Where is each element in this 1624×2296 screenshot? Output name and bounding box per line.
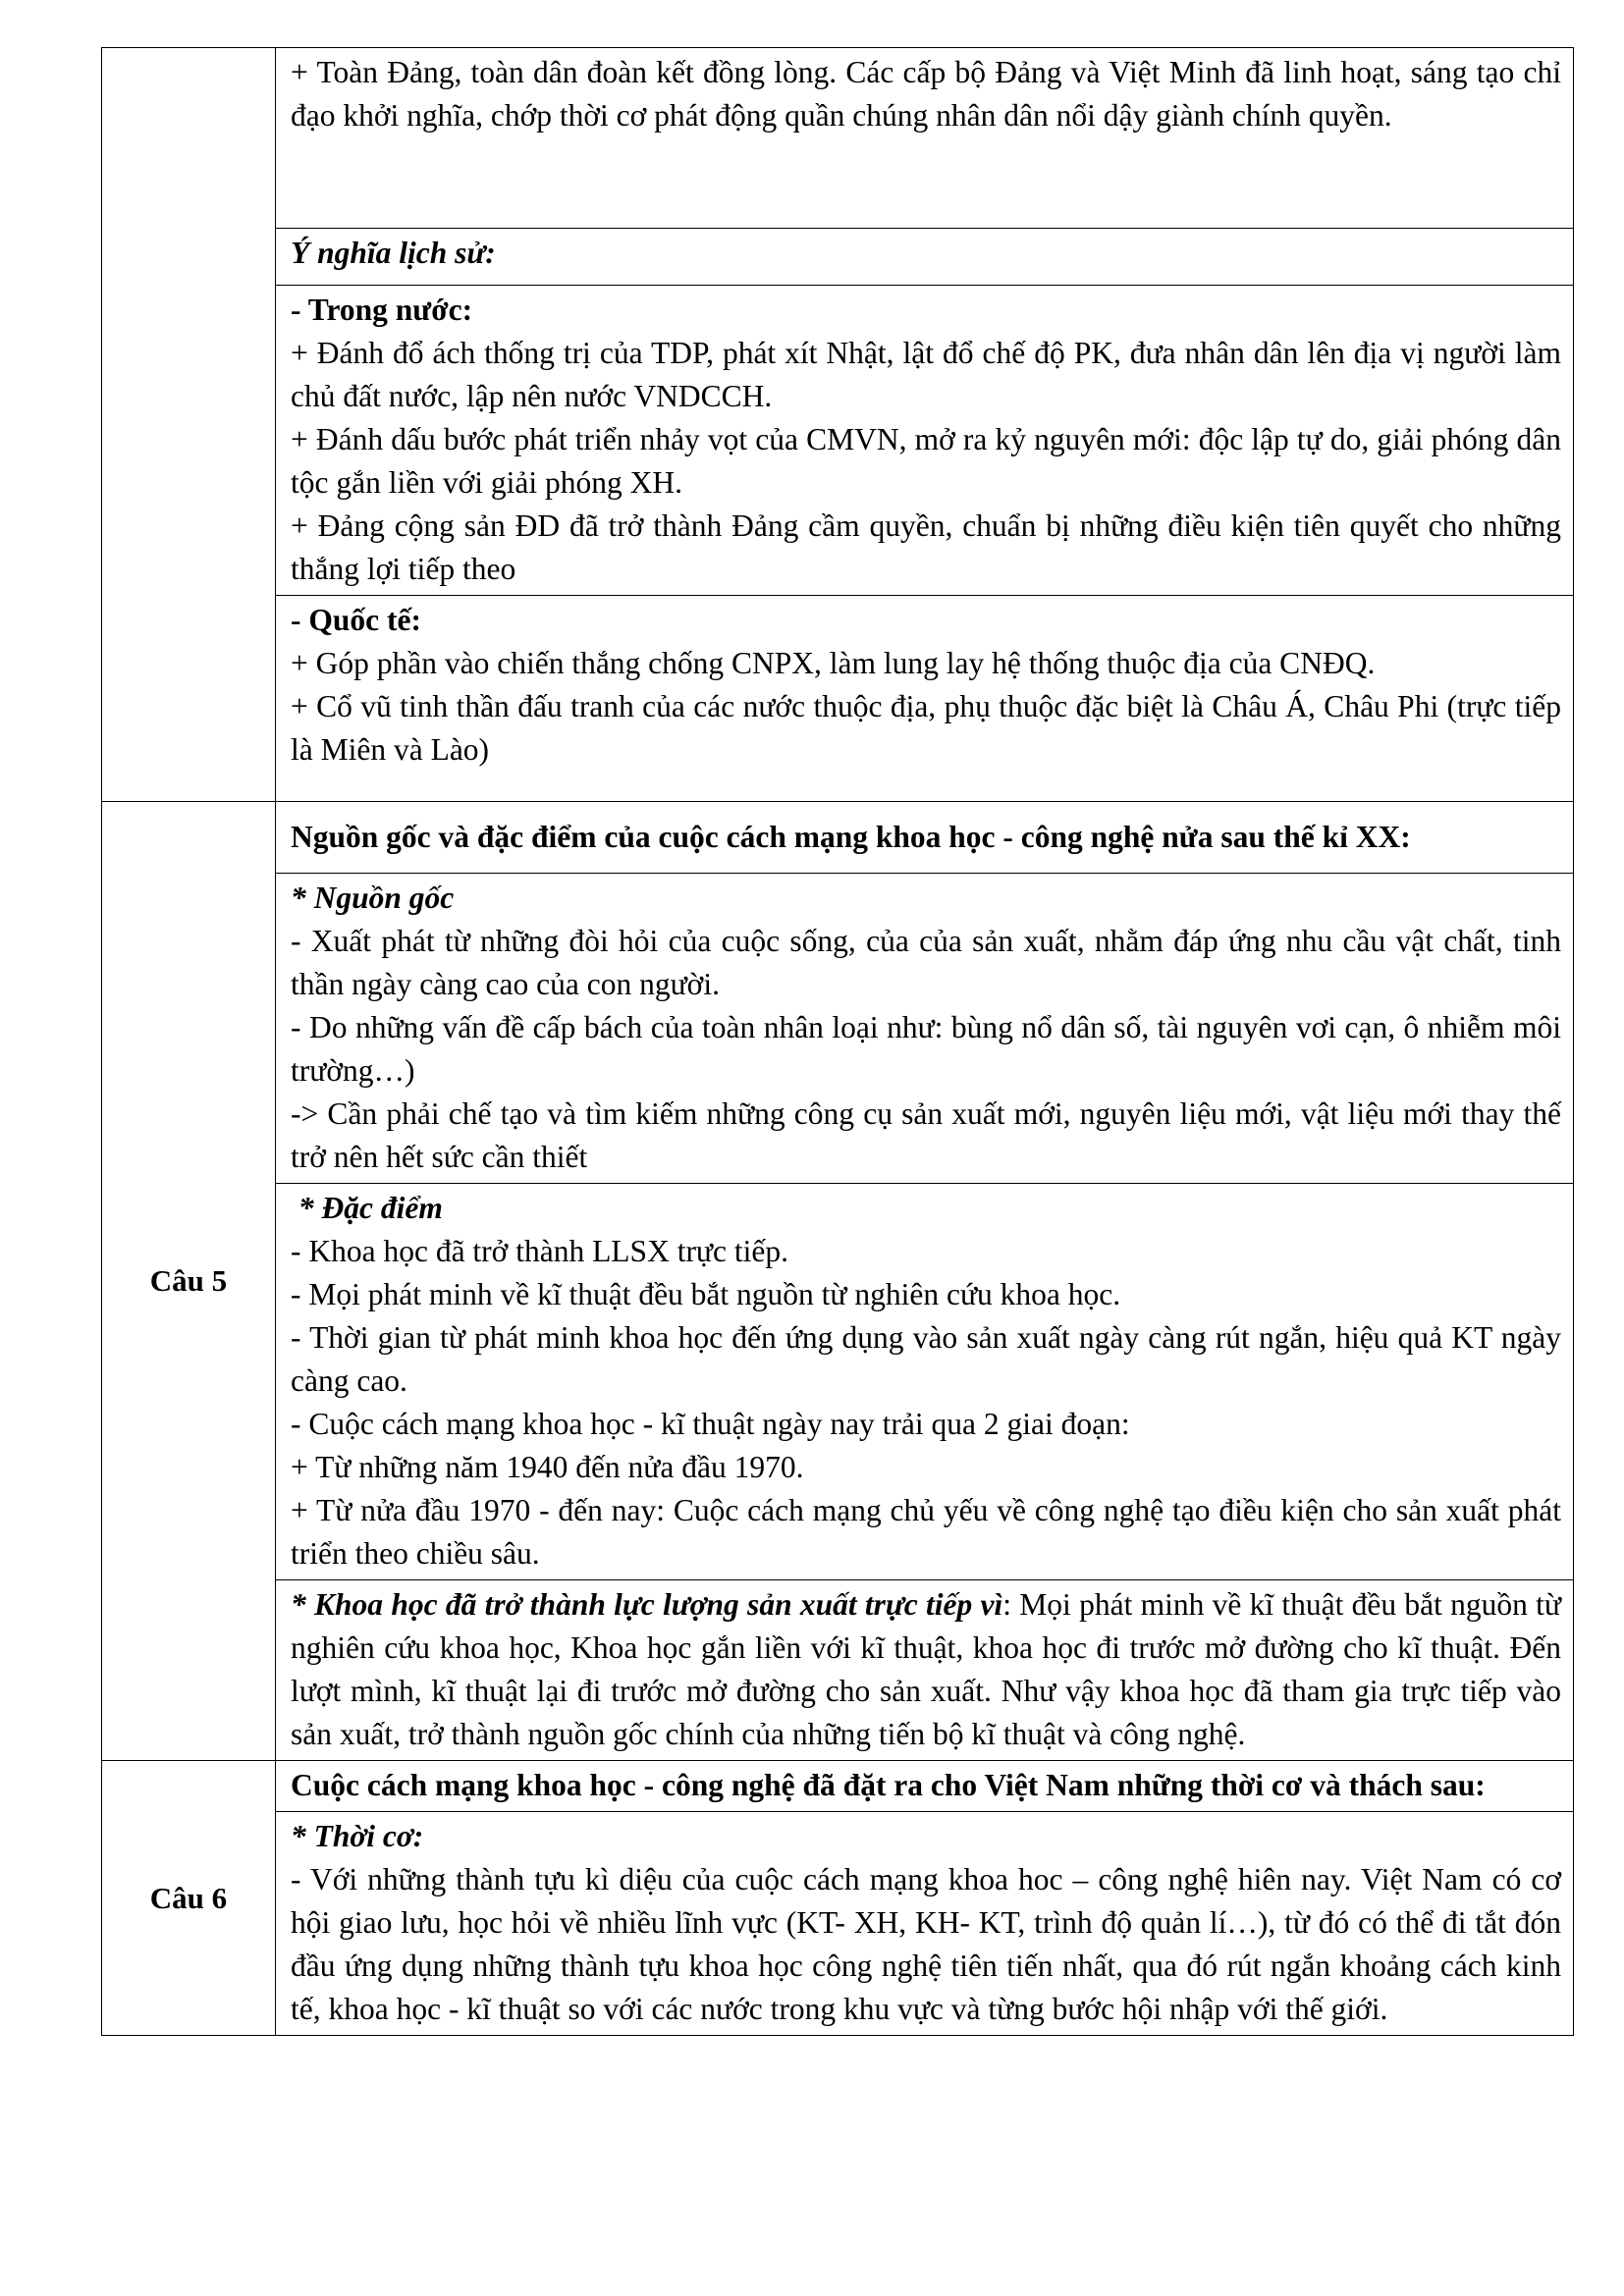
question-label: Câu 5 <box>102 802 276 1761</box>
content-cell <box>276 874 1574 1184</box>
content-cell <box>276 596 1574 802</box>
paragraph: - Với những thành tựu kì diệu của cuộc cách mạng khoa hoc – công nghệ hiên nay. Việt Nam có cơ hội giao lưu, học hỏi về nhiều lĩnh vực (KT- XH, KH- KT, trình độ quản lí…), từ đó có thể đi tắt đón đầu ứng dụng những thành tựu khoa học công nghệ tiên tiến nhất, qua đó rút ngắn khoảng cách kinh tế, khoa học - kĩ thuật so với các nước trong khu vực và từng bước hội nhập với thế giới. <box>291 1862 1561 2026</box>
question-cell-empty <box>102 48 276 802</box>
content-cell <box>276 48 1574 229</box>
content-cell <box>276 1761 1574 1812</box>
paragraph: - Cuộc cách mạng khoa học - kĩ thuật ngày nay trải qua 2 giai đoạn: <box>291 1407 1130 1441</box>
content-cell <box>276 286 1574 596</box>
content-cell <box>276 1184 1574 1580</box>
paragraph: + Từ nửa đầu 1970 - đến nay: Cuộc cách mạng chủ yếu về công nghệ tạo điều kiện cho sản xuất phát triển theo chiều sâu. <box>291 1493 1561 1571</box>
table-row <box>102 874 1574 1184</box>
paragraph: - Do những vấn đề cấp bách của toàn nhân loại như: bùng nổ dân số, tài nguyên vơi cạn, ô nhiễm môi trường…) <box>291 1010 1561 1088</box>
content-cell <box>276 1812 1574 2036</box>
paragraph: - Thời gian từ phát minh khoa học đến ứng dụng vào sản xuất ngày càng rút ngắn, hiệu quả KT ngày càng cao. <box>291 1320 1561 1398</box>
paragraph: - Mọi phát minh về kĩ thuật đều bắt nguồn từ nghiên cứu khoa học. <box>291 1277 1121 1311</box>
question-title: Nguồn gốc và đặc điểm của cuộc cách mạng khoa học - công nghệ nửa sau thế kỉ XX: <box>291 820 1411 854</box>
paragraph: - Xuất phát từ những đòi hỏi của cuộc sống, của của sản xuất, nhằm đáp ứng nhu cầu vật chất, tinh thần ngày càng cao của con người. <box>291 924 1561 1001</box>
table-row <box>102 802 1574 874</box>
section-heading: - Quốc tế: <box>291 603 421 637</box>
paragraph: + Đánh đổ ách thống trị của TDP, phát xít Nhật, lật đổ chế độ PK, đưa nhân dân lên địa vị người làm chủ đất nước, lập nên nước VNDCCH. <box>291 336 1561 413</box>
question-label: Câu 6 <box>102 1761 276 2036</box>
section-heading: - Trong nước: <box>291 293 473 327</box>
table-row <box>102 286 1574 596</box>
content-cell <box>276 802 1574 874</box>
paragraph-text: : Mọi phát minh về kĩ thuật đều bắt nguồn từ nghiên cứu khoa học, Khoa học gắn liền với kĩ thuật, khoa học đi trước mở đường cho kĩ thuật. Đến lượt mình, kĩ thuật lại đi trước mở đường cho sản xuất. Như vậy khoa học đã tham gia trực tiếp vào sản xuất, trở thành nguồn gốc chính của những tiến bộ kĩ thuật và công nghệ. <box>291 1587 1561 1751</box>
paragraph: + Đánh dấu bước phát triển nhảy vọt của CMVN, mở ra kỷ nguyên mới: độc lập tự do, giải phóng dân tộc gắn liền với giải phóng XH. <box>291 422 1561 500</box>
table-row <box>102 1184 1574 1580</box>
paragraph <box>291 1583 1561 1756</box>
paragraph: + Góp phần vào chiến thắng chống CNPX, làm lung lay hệ thống thuộc địa của CNĐQ. <box>291 646 1376 680</box>
answer-table <box>101 47 1574 2036</box>
content-cell <box>276 1580 1574 1761</box>
table-row <box>102 229 1574 286</box>
paragraph: + Đảng cộng sản ĐD đã trở thành Đảng cầm quyền, chuẩn bị những điều kiện tiên quyết cho những thắng lợi tiếp theo <box>291 508 1561 586</box>
table-row <box>102 1812 1574 2036</box>
table-row <box>102 596 1574 802</box>
paragraph: - Khoa học đã trở thành LLSX trực tiếp. <box>291 1234 788 1268</box>
table-row <box>102 1761 1574 1812</box>
table-row <box>102 48 1574 229</box>
paragraph: + Cổ vũ tinh thần đấu tranh của các nước thuộc địa, phụ thuộc đặc biệt là Châu Á, Châu Phi (trực tiếp là Miên và Lào) <box>291 689 1561 767</box>
paragraph: -> Cần phải chế tạo và tìm kiếm những công cụ sản xuất mới, nguyên liệu mới, vật liệu mới thay thế trở nên hết sức cần thiết <box>291 1096 1561 1174</box>
paragraph: + Toàn Đảng, toàn dân đoàn kết đồng lòng. Các cấp bộ Đảng và Việt Minh đã linh hoạt, sáng tạo chỉ đạo khởi nghĩa, chớp thời cơ phát động quần chúng nhân dân nổi dậy giành chính quyền. <box>291 55 1561 133</box>
document-page <box>101 47 1574 2036</box>
section-heading: * Thời cơ: <box>291 1819 424 1853</box>
question-title: Cuộc cách mạng khoa học - công nghệ đã đặt ra cho Việt Nam những thời cơ và thách sau: <box>291 1768 1486 1802</box>
paragraph: + Từ những năm 1940 đến nửa đầu 1970. <box>291 1450 804 1484</box>
table-row <box>102 1580 1574 1761</box>
content-cell <box>276 229 1574 286</box>
section-heading: Ý nghĩa lịch sử: <box>291 236 496 270</box>
section-heading: * Nguồn gốc <box>291 881 455 915</box>
section-heading: * Đặc điểm <box>291 1191 443 1225</box>
emphasis-heading: * Khoa học đã trở thành lực lượng sản xuất trực tiếp vì <box>291 1587 1003 1622</box>
